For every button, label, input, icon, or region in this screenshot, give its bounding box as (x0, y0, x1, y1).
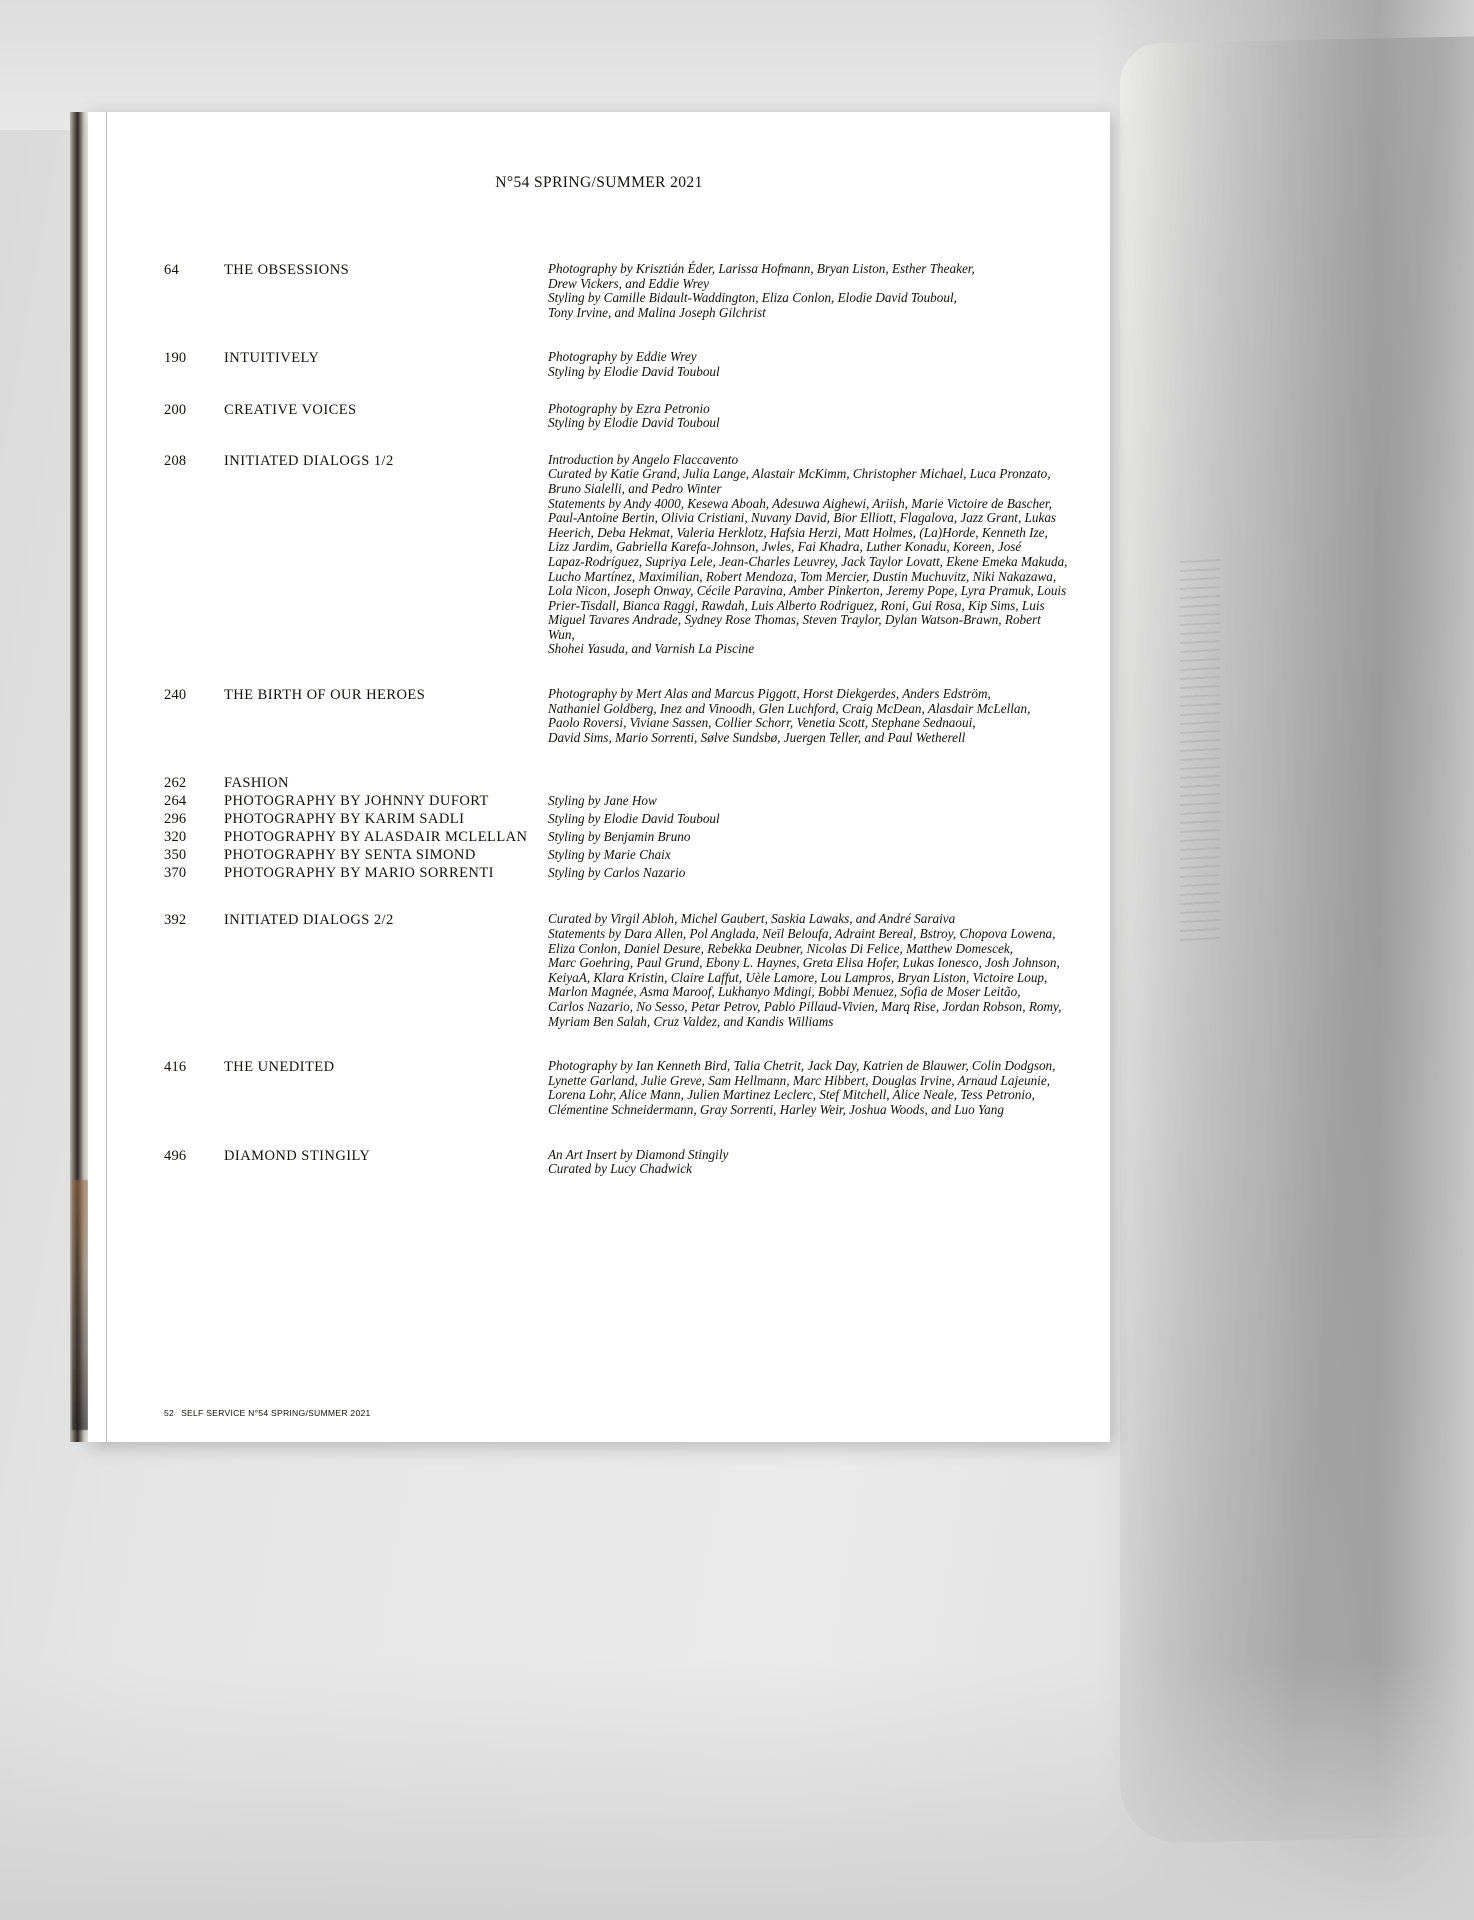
credit-line: Introduction by Angelo Flaccavento (548, 451, 739, 467)
toc-page-number: 208 (164, 452, 187, 469)
toc-credits (548, 402, 1068, 431)
toc-credits (548, 1148, 1068, 1177)
toc-entry[interactable] (88, 811, 1110, 828)
toc-page-number: 190 (164, 350, 187, 367)
credit-line: Styling by Elodie David Touboul (548, 363, 720, 379)
background-shade-right (1094, 0, 1474, 1920)
credit-line: Lorena Lohr, Alice Mann, Julien Martinez Leclerc, Stef Mitchell, Alice Neale, Tess Petronio, (548, 1087, 1035, 1103)
toc-page-number: 262 (164, 775, 187, 792)
toc-page-number: 496 (164, 1147, 187, 1164)
toc-credits (548, 350, 1068, 379)
credit-line: Photography by Eddie Wrey (548, 349, 697, 365)
credit-line: Bruno Sialelli, and Pedro Winter (548, 480, 722, 496)
toc-page-number: 64 (164, 262, 179, 278)
credit-line: Lola Nicon, Joseph Onway, Cécile Paravina, Amber Pinkerton, Jeremy Pope, Lyra Pramuk, Louis (548, 583, 1067, 599)
credit-line: Tony Irvine, and Malina Joseph Gilchrist (548, 304, 766, 320)
credit-line: Styling by Camille Bidault-Waddington, Eliza Conlon, Elodie David Touboul, (548, 290, 957, 306)
toc-page-number: 370 (164, 865, 187, 882)
background-shade-bottom (0, 1660, 1474, 1920)
toc-page-number: 392 (164, 912, 187, 929)
toc-entry[interactable] (88, 350, 1110, 379)
credit-line: Photography by Ian Kenneth Bird, Talia Chetrit, Jack Day, Katrien de Blauwer, Colin Dodgson, (548, 1058, 1056, 1074)
credit-line: Lapaz-Rodríguez, Supriya Lele, Jean-Charles Leuvrey, Jack Taylor Lovatt, Ekene Emeka Makuda, (548, 553, 1068, 569)
credit-line: Paolo Roversi, Viviane Sassen, Collier Schorr, Venetia Scott, Stephane Sednaoui, (548, 715, 976, 731)
toc-title: INITIATED DIALOGS 2/2 (224, 912, 394, 929)
toc-credits (548, 453, 1068, 657)
toc-credits: Styling by Jane How (548, 793, 657, 809)
toc-title: INTUITIVELY (224, 350, 320, 367)
toc-entry[interactable] (88, 1059, 1110, 1117)
toc-credits (548, 912, 1068, 1029)
credit-line: KeiyaA, Klara Kristin, Claire Laffut, Uèle Lamore, Lou Lampros, Bryan Liston, Victoire Loup, (548, 969, 1048, 985)
folio (164, 1408, 371, 1418)
toc-credits: Styling by Marie Chaix (548, 847, 671, 863)
toc-entry[interactable] (88, 865, 1110, 882)
toc-credits: Styling by Benjamin Bruno (548, 829, 691, 845)
credit-line: Statements by Andy 4000, Kesewa Aboah, Adesuwa Aighewi, Ariish, Marie Victoire de Bascher, (548, 495, 1052, 511)
toc-title: THE BIRTH OF OUR HEROES (224, 687, 426, 704)
toc-credits (548, 1059, 1068, 1117)
toc-page-number: 416 (164, 1059, 187, 1076)
folio-publication: SELF SERVICE N°54 SPRING/SUMMER 2021 (181, 1408, 371, 1418)
credit-line: David Sims, Mario Sorrenti, Sølve Sundsbø, Juergen Teller, and Paul Wetherell (548, 729, 966, 745)
credit-line: Carlos Nazario, No Sesso, Petar Petrov, Pablo Pillaud-Vivien, Marq Rise, Jordan Robson, Romy, (548, 999, 1062, 1014)
credit-line: Lynette Garland, Julie Greve, Sam Hellmann, Marc Hibbert, Douglas Irvine, Arnaud Lajeunie, (548, 1072, 1050, 1088)
toc-page-number: 296 (164, 811, 187, 828)
toc-entry[interactable] (88, 847, 1110, 864)
credit-line: Heerich, Deba Hekmat, Valeria Herklotz, Hafsia Herzi, Matt Holmes, (La)Horde, Kenneth Ize, (548, 524, 1048, 540)
binding-gutter-color (72, 1180, 88, 1430)
toc-entry[interactable] (88, 453, 1110, 657)
credit-line: Lucho Martínez, Maximilian, Robert Mendoza, Tom Mercier, Dustin Muchuvitz, Niki Nakazawa, (548, 568, 1057, 584)
issue-header: N°54 SPRING/SUMMER 2021 (495, 174, 703, 191)
credit-line: Photography by Krisztián Éder, Larissa Hofmann, Bryan Liston, Esther Theaker, (548, 261, 975, 276)
toc-credits (548, 687, 1068, 745)
toc-title: PHOTOGRAPHY BY MARIO SORRENTI (224, 865, 494, 882)
toc-credits: Styling by Elodie David Touboul (548, 811, 720, 827)
credit-line: Marc Goehring, Paul Grund, Ebony L. Haynes, Greta Elisa Hofer, Lukas Ionesco, Josh Johnson, (548, 955, 1060, 971)
credit-line: Clémentine Schneidermann, Gray Sorrenti, Harley Weir, Joshua Woods, and Luo Yang (548, 1101, 1004, 1117)
toc-title: CREATIVE VOICES (224, 401, 357, 418)
credit-line: Photography by Mert Alas and Marcus Piggott, Horst Diekgerdes, Anders Edström, (548, 686, 991, 702)
toc-credits (548, 262, 1068, 320)
toc-entry[interactable] (88, 793, 1110, 810)
credit-line: Curated by Katie Grand, Julia Lange, Alastair McKimm, Christopher Michael, Luca Pronzato, (548, 466, 1051, 482)
credit-line: An Art Insert by Diamond Stingily (548, 1146, 729, 1162)
toc-page-number: 200 (164, 401, 187, 418)
toc-title: PHOTOGRAPHY BY KARIM SADLI (224, 811, 465, 828)
toc-entry[interactable] (88, 402, 1110, 431)
toc-entry[interactable] (88, 912, 1110, 1029)
credit-line: Marlon Magnée, Asma Maroof, Lukhanyo Mdingi, Bobbi Menuez, Sofia de Moser Leitão, (548, 984, 1021, 1000)
credit-line: Shohei Yasuda, and Varnish La Piscine (548, 641, 755, 657)
toc-title: PHOTOGRAPHY BY SENTA SIMOND (224, 847, 476, 864)
credit-line: Styling by Elodie David Touboul (548, 415, 720, 431)
credit-line: Curated by Virgil Abloh, Michel Gaubert, Saskia Lawaks, and André Saraiva (548, 911, 956, 927)
toc-page-number: 320 (164, 829, 187, 846)
toc-entry[interactable] (88, 775, 1110, 792)
credit-line: Drew Vickers, and Eddie Wrey (548, 275, 710, 291)
table-of-contents (88, 262, 1110, 1177)
toc-page-number: 264 (164, 793, 187, 810)
credit-line: Curated by Lucy Chadwick (548, 1161, 692, 1177)
toc-title: DIAMOND STINGILY (224, 1147, 371, 1164)
credit-line: Photography by Ezra Petronio (548, 400, 710, 416)
toc-page-number: 350 (164, 847, 187, 864)
toc-title: THE UNEDITED (224, 1059, 335, 1076)
toc-title: THE OBSESSIONS (224, 262, 350, 278)
fashion-section (88, 775, 1110, 882)
credit-line: Nathaniel Goldberg, Inez and Vinoodh, Glen Luchford, Craig McDean, Alasdair McLellan, (548, 700, 1031, 716)
credit-line: Lizz Jardim, Gabriella Karefa-Johnson, Jwles, Fai Khadra, Luther Konadu, Koreen, José (548, 539, 1022, 555)
toc-entry[interactable] (88, 829, 1110, 846)
toc-page-number: 240 (164, 687, 187, 704)
folio-page-number: 52 (164, 1408, 175, 1418)
toc-entry[interactable] (88, 262, 1110, 320)
toc-credits: Styling by Carlos Nazario (548, 865, 686, 881)
toc-entry[interactable] (88, 1148, 1110, 1177)
credit-line: Myriam Ben Salah, Cruz Valdez, and Kandis Williams (548, 1013, 834, 1029)
toc-title: INITIATED DIALOGS 1/2 (224, 452, 394, 469)
contents-page (88, 112, 1110, 1442)
toc-entry[interactable] (88, 687, 1110, 745)
toc-title: PHOTOGRAPHY BY JOHNNY DUFORT (224, 793, 489, 810)
toc-title: FASHION (224, 775, 289, 792)
toc-title: PHOTOGRAPHY BY ALASDAIR MCLELLAN (224, 829, 528, 846)
credit-line: Paul-Antoine Bertin, Olivia Cristiani, Nuvany David, Bior Elliott, Flagalova, Jazz Grant, Lukas (548, 510, 1057, 526)
credit-line: Statements by Dara Allen, Pol Anglada, Neïl Beloufa, Adraint Bereal, Bstroy, Chopova Lowena, (548, 926, 1056, 942)
credit-line: Eliza Conlon, Daniel Desure, Rebekka Deubner, Nicolas Di Felice, Matthew Domescek, (548, 940, 1013, 956)
credit-line: Prier-Tisdall, Bianca Raggi, Rawdah, Luis Alberto Rodriguez, Roni, Gui Rosa, Kip Sims, Luis (548, 597, 1045, 613)
credit-line: Miguel Tavares Andrade, Sydney Rose Thomas, Steven Traylor, Dylan Watson-Brawn, Robert Wun, (548, 612, 1041, 642)
